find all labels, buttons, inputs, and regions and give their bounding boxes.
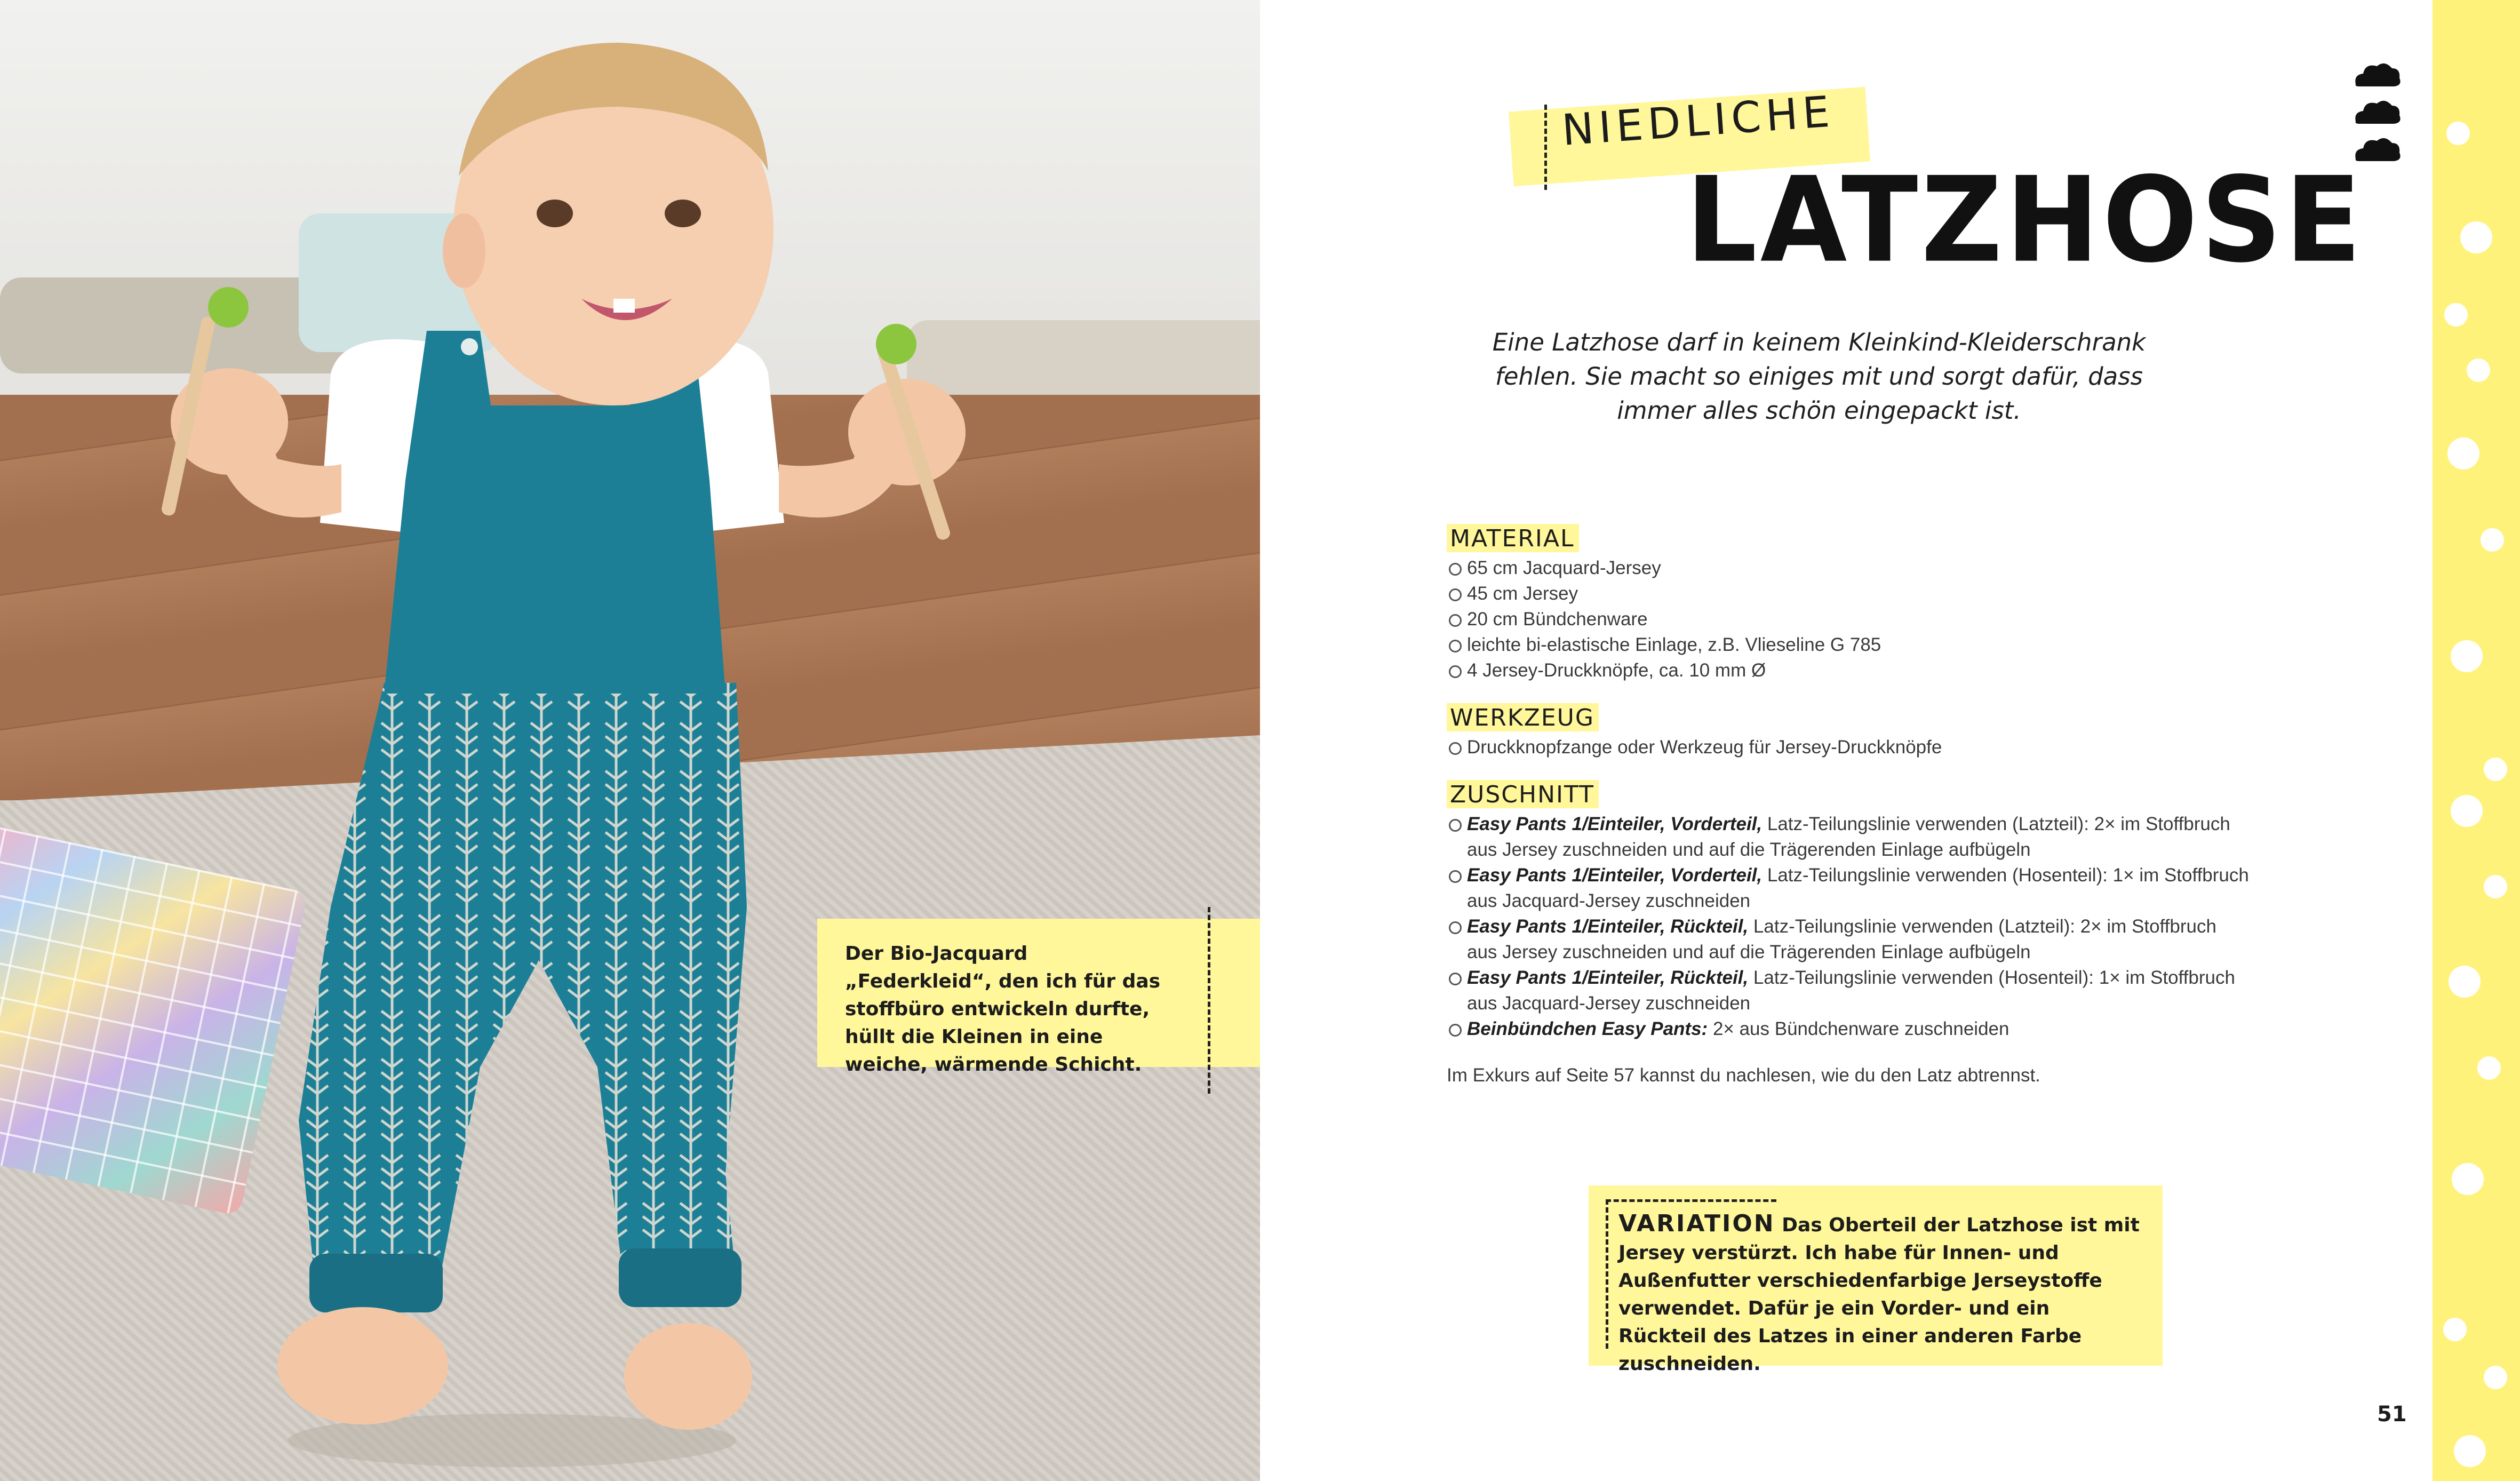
stripe-dot xyxy=(2444,303,2468,327)
variation-dashed-line xyxy=(1606,1199,1776,1202)
stripe-dot xyxy=(2443,1318,2467,1341)
list-item: leichte bi-elastische Einlage, z.B. Vlieseline G 785 xyxy=(1447,632,2380,658)
list-item: Easy Pants 1/Einteiler, Rückteil, Latz-Teilungslinie verwenden (Hosenteil): 1× im Stoffbruch aus Jacquard-Jersey zuschneiden xyxy=(1447,965,2380,1016)
variation-dashed-line xyxy=(1606,1199,1608,1349)
werkzeug-heading: WERKZEUG xyxy=(1447,703,1599,731)
title-dashed-line xyxy=(1544,105,1547,190)
intro-text: Eine Latzhose darf in keinem Kleinkind-Kleiderschrank fehlen. Sie macht so einiges mit und sorgt dafür, dass immer alles schön eingepackt ist. xyxy=(1492,328,2146,425)
title-kicker: NIEDLICHE xyxy=(1560,86,1836,155)
stripe-dot xyxy=(2451,795,2483,827)
stripe-dot xyxy=(2484,875,2507,898)
stripe-dot xyxy=(2452,1163,2484,1195)
list-item: Druckknopfzange oder Werkzeug für Jersey-Druckknöpfe xyxy=(1447,735,2380,760)
list-item: 4 Jersey-Druckknöpfe, ca. 10 mm Ø xyxy=(1447,658,2380,683)
werkzeug-section xyxy=(1447,703,2380,760)
zuschnitt-section xyxy=(1447,780,2380,1042)
stripe-dot xyxy=(2447,437,2479,469)
stripe-dot xyxy=(2454,1435,2486,1467)
stripe-dot xyxy=(2467,359,2490,382)
variation-box xyxy=(1589,1185,2163,1375)
list-item: 20 cm Bündchenware xyxy=(1447,607,2380,632)
decorative-stripe xyxy=(2433,0,2520,1481)
list-item: 45 cm Jersey xyxy=(1447,581,2380,607)
zuschnitt-heading: ZUSCHNITT xyxy=(1447,780,1599,808)
variation-heading: VARIATION xyxy=(1618,1210,1775,1237)
exkurs-note: Im Exkurs auf Seite 57 kannst du nachlesen, wie du den Latz abtrennst. xyxy=(1447,1065,2040,1086)
list-item: Easy Pants 1/Einteiler, Vorderteil, Latz-Teilungslinie verwenden (Latzteil): 2× im Stoffbruch aus Jersey zuschneiden und auf die Trägerenden Einlage aufbügeln xyxy=(1447,811,2380,863)
list-item: Beinbündchen Easy Pants: 2× aus Bündchenware zuschneiden xyxy=(1447,1016,2380,1042)
caption-dashed-line xyxy=(1208,907,1210,1094)
stripe-dot xyxy=(2484,1366,2507,1389)
list-item: Easy Pants 1/Einteiler, Vorderteil, Latz-Teilungslinie verwenden (Hosenteil): 1× im Stoffbruch aus Jacquard-Jersey zuschneiden xyxy=(1447,863,2380,914)
stripe-dot xyxy=(2484,758,2507,781)
list-item: Easy Pants 1/Einteiler, Rückteil, Latz-Teilungslinie verwenden (Latzteil): 2× im Stoffbruch aus Jersey zuschneiden und auf die Trägerenden Einlage aufbügeln xyxy=(1447,914,2380,965)
photo-caption-box xyxy=(817,919,1260,1076)
stripe-dot xyxy=(2449,966,2481,998)
list-item: 65 cm Jacquard-Jersey xyxy=(1447,555,2380,581)
material-heading: MATERIAL xyxy=(1447,524,1579,552)
stripe-dot xyxy=(2460,221,2492,253)
variation-text: VARIATION Das Oberteil der Latzhose ist mit Jersey verstürzt. Ich habe für Innen- und Außenfutter verschiedenfarbige Jerseystoffe verwendet. Dafür je ein Vorder- und ein Rückteil des Latzes in einer anderen Farbe zuschneiden. xyxy=(1618,1210,2140,1375)
photo-caption-text: Der Bio-Jacquard „Federkleid“, den ich für das stoffbüro entwickeln durfte, hüllt die Kleinen in eine weiche, wärmende Schicht. xyxy=(845,943,1161,1076)
stripe-dot xyxy=(2446,122,2470,145)
page-number: 51 xyxy=(2377,1402,2407,1427)
stripe-dot xyxy=(2477,1056,2501,1080)
material-section xyxy=(1447,524,2380,683)
page-title: LATZHOSE xyxy=(1686,151,2365,289)
stripe-dot xyxy=(2481,528,2504,552)
stripe-dot xyxy=(2451,640,2483,672)
